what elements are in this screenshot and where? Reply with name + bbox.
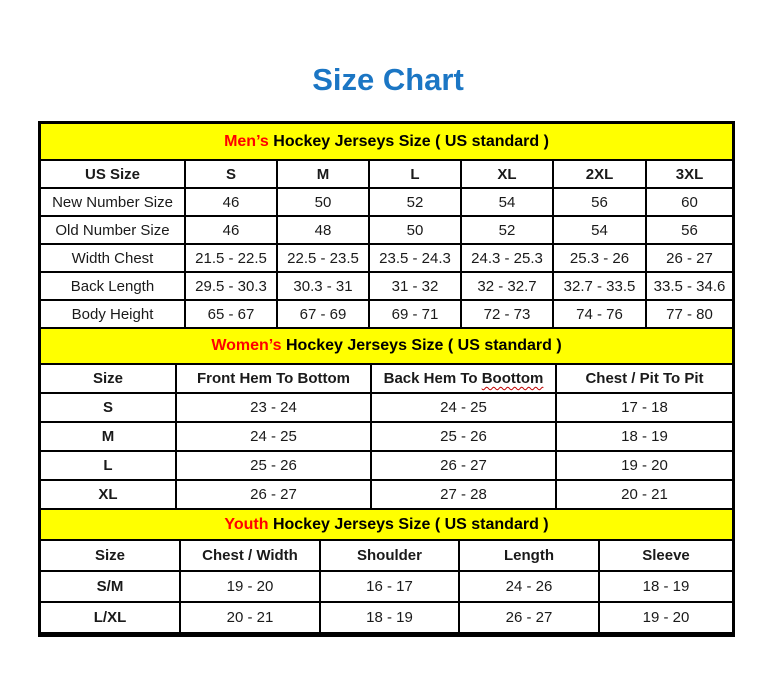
table-row-women-s <box>41 393 732 422</box>
table-row-old-number-size <box>41 216 732 244</box>
table-row-youth-lxl <box>41 602 732 633</box>
size-value-cell: 26 - 27 <box>371 451 556 480</box>
size-value-cell: 46 <box>185 216 277 244</box>
size-value-cell: 60 <box>646 188 732 216</box>
column-header-us-size: US Size <box>41 160 185 188</box>
column-header-chest-width: Chest / Width <box>180 540 320 571</box>
table-row-body-height <box>41 300 732 328</box>
size-value-cell: 54 <box>461 188 553 216</box>
row-label: L <box>41 451 176 480</box>
column-header-xl: XL <box>461 160 553 188</box>
size-value-cell: 31 - 32 <box>369 272 461 300</box>
table-row-new-number-size <box>41 188 732 216</box>
page-title: Size Chart <box>312 62 464 97</box>
mens-header-row <box>41 160 732 188</box>
mens-size-table <box>41 159 732 329</box>
size-value-cell: 30.3 - 31 <box>277 272 369 300</box>
size-value-cell: 52 <box>461 216 553 244</box>
size-value-cell: 20 - 21 <box>180 602 320 633</box>
size-value-cell: 25 - 26 <box>176 451 371 480</box>
size-value-cell: 25 - 26 <box>371 422 556 451</box>
size-value-cell: 46 <box>185 188 277 216</box>
youth-section-title: Hockey Jerseys Size ( US standard ) <box>268 515 549 533</box>
size-value-cell: 33.5 - 34.6 <box>646 272 732 300</box>
size-value-cell: 25.3 - 26 <box>553 244 646 272</box>
size-value-cell: 65 - 67 <box>185 300 277 328</box>
womens-section-highlight: Women’s <box>211 337 282 354</box>
size-value-cell: 24 - 26 <box>459 571 599 602</box>
womens-header-row <box>41 364 732 393</box>
size-value-cell: 21.5 - 22.5 <box>185 244 277 272</box>
row-label: L/XL <box>41 602 180 633</box>
size-value-cell: 50 <box>369 216 461 244</box>
column-header-shoulder: Shoulder <box>320 540 459 571</box>
table-row-women-l <box>41 451 732 480</box>
size-value-cell: 74 - 76 <box>553 300 646 328</box>
youth-header-row <box>41 540 732 571</box>
size-value-cell: 24 - 25 <box>371 393 556 422</box>
row-label: Body Height <box>41 300 185 328</box>
column-header-l: L <box>369 160 461 188</box>
table-row-back-length <box>41 272 732 300</box>
column-header-m: M <box>277 160 369 188</box>
back-hem-misspelled-word: Boottom <box>481 370 544 387</box>
size-value-cell: 48 <box>277 216 369 244</box>
youth-size-table <box>41 539 732 634</box>
mens-section-header <box>41 124 732 159</box>
size-value-cell: 24 - 25 <box>176 422 371 451</box>
row-label: Back Length <box>41 272 185 300</box>
size-value-cell: 27 - 28 <box>371 480 556 509</box>
size-value-cell: 18 - 19 <box>556 422 732 451</box>
column-header-length: Length <box>459 540 599 571</box>
womens-size-table <box>41 363 732 510</box>
size-value-cell: 50 <box>277 188 369 216</box>
table-row-women-m <box>41 422 732 451</box>
size-value-cell: 23.5 - 24.3 <box>369 244 461 272</box>
row-label: S/M <box>41 571 180 602</box>
size-chart-table <box>38 121 735 637</box>
womens-section-title: Hockey Jerseys Size ( US standard ) <box>281 337 562 354</box>
column-header-sleeve: Sleeve <box>599 540 732 571</box>
size-value-cell: 77 - 80 <box>646 300 732 328</box>
size-value-cell: 56 <box>646 216 732 244</box>
size-value-cell: 24.3 - 25.3 <box>461 244 553 272</box>
row-label: M <box>41 422 176 451</box>
column-header-2xl: 2XL <box>553 160 646 188</box>
size-value-cell: 32 - 32.7 <box>461 272 553 300</box>
row-label: XL <box>41 480 176 509</box>
womens-section-header <box>41 329 732 363</box>
size-value-cell: 18 - 19 <box>599 571 732 602</box>
column-header-chest-pit: Chest / Pit To Pit <box>556 364 732 393</box>
size-value-cell: 54 <box>553 216 646 244</box>
size-value-cell: 22.5 - 23.5 <box>277 244 369 272</box>
youth-section-header <box>41 510 732 539</box>
table-row-women-xl <box>41 480 732 509</box>
size-value-cell: 72 - 73 <box>461 300 553 328</box>
column-header-back-hem <box>371 364 556 393</box>
mens-section-highlight: Men’s <box>224 132 269 150</box>
column-header-size: Size <box>41 540 180 571</box>
table-row-width-chest <box>41 244 732 272</box>
size-value-cell: 52 <box>369 188 461 216</box>
row-label: Width Chest <box>41 244 185 272</box>
size-value-cell: 20 - 21 <box>556 480 732 509</box>
row-label: S <box>41 393 176 422</box>
size-value-cell: 18 - 19 <box>320 602 459 633</box>
size-value-cell: 32.7 - 33.5 <box>553 272 646 300</box>
row-label: Old Number Size <box>41 216 185 244</box>
youth-section-highlight: Youth <box>224 515 269 533</box>
back-hem-label-prefix: Back Hem To <box>383 370 482 387</box>
size-value-cell: 29.5 - 30.3 <box>185 272 277 300</box>
size-value-cell: 23 - 24 <box>176 393 371 422</box>
size-value-cell: 16 - 17 <box>320 571 459 602</box>
size-value-cell: 26 - 27 <box>176 480 371 509</box>
column-header-s: S <box>185 160 277 188</box>
mens-section-title: Hockey Jerseys Size ( US standard ) <box>268 132 549 150</box>
size-value-cell: 26 - 27 <box>646 244 732 272</box>
column-header-front-hem: Front Hem To Bottom <box>176 364 371 393</box>
table-row-youth-sm <box>41 571 732 602</box>
column-header-3xl: 3XL <box>646 160 732 188</box>
size-value-cell: 19 - 20 <box>556 451 732 480</box>
size-value-cell: 17 - 18 <box>556 393 732 422</box>
size-value-cell: 67 - 69 <box>277 300 369 328</box>
size-value-cell: 19 - 20 <box>180 571 320 602</box>
size-value-cell: 19 - 20 <box>599 602 732 633</box>
row-label: New Number Size <box>41 188 185 216</box>
column-header-size: Size <box>41 364 176 393</box>
size-value-cell: 26 - 27 <box>459 602 599 633</box>
size-value-cell: 56 <box>553 188 646 216</box>
size-value-cell: 69 - 71 <box>369 300 461 328</box>
